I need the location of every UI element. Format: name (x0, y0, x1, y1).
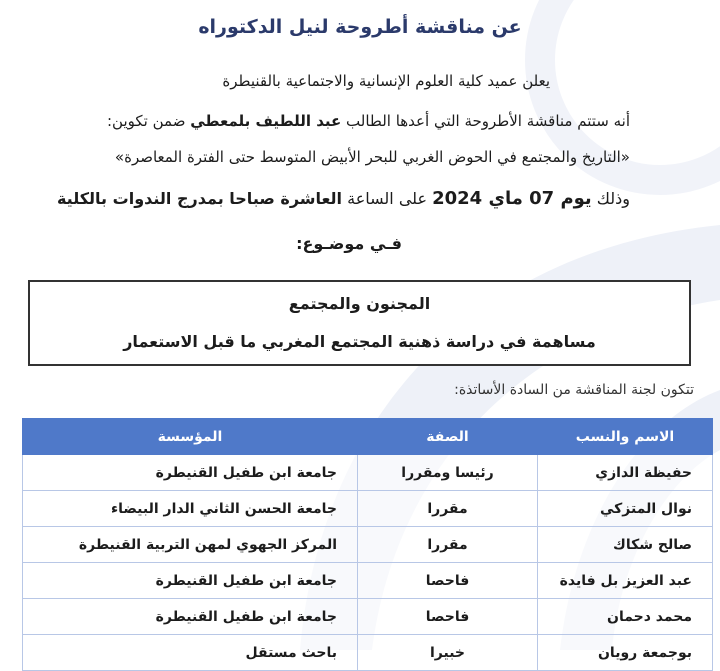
date-prefix: وذلك (591, 189, 630, 208)
table-row (23, 635, 713, 671)
member-institution: جامعة ابن طفيل القنيطرة (23, 599, 358, 635)
defense-date: يوم 07 ماي 2024 (432, 188, 592, 209)
date-middle: على الساعة (342, 189, 433, 208)
member-role: فاحصا (358, 563, 538, 599)
table-row (23, 455, 713, 491)
header-name: الاسم والنسب (538, 419, 713, 455)
member-role: فاحصا (358, 599, 538, 635)
member-name: بوجمعة رويان (538, 635, 713, 671)
thesis-title: المجنون والمجتمع (288, 294, 431, 313)
member-name: عبد العزيز بل فايدة (538, 563, 713, 599)
defense-statement (20, 112, 630, 130)
member-role: خبيرا (358, 635, 538, 671)
member-institution: باحث مستقل (23, 635, 358, 671)
member-name: صالح شكاك (538, 527, 713, 563)
program-name: «التاريخ والمجتمع في الحوض الغربي للبحر الأبيض المتوسط حتى الفترة المعاصرة» (114, 148, 630, 166)
table-row (23, 491, 713, 527)
table-header-row (23, 419, 713, 455)
member-name: نوال المتزكي (538, 491, 713, 527)
member-institution: جامعة ابن طفيل القنيطرة (23, 455, 358, 491)
member-institution: جامعة ابن طفيل القنيطرة (23, 563, 358, 599)
dean-announcement: يعلن عميد كلية العلوم الإنسانية والاجتماعية بالقنيطرة (222, 72, 550, 90)
defense-time-place: العاشرة صباحا بمدرج الندوات بالكلية (56, 189, 343, 208)
subject-label: فـي موضـوع: (296, 234, 402, 253)
member-role: مقررا (358, 527, 538, 563)
committee-intro: تتكون لجنة المناقشة من السادة الأساتذة: (454, 382, 694, 398)
thesis-subtitle: مساهمة في دراسة ذهنية المجتمع المغربي ما قبل الاستعمار (123, 332, 596, 351)
header-role: الصفة (358, 419, 538, 455)
header-institution: المؤسسة (23, 419, 358, 455)
committee-table (22, 418, 713, 671)
thesis-title-box (28, 280, 691, 366)
member-role: مقررا (358, 491, 538, 527)
table-row (23, 527, 713, 563)
member-name: محمد دحمان (538, 599, 713, 635)
member-role: رئيسا ومقررا (358, 455, 538, 491)
date-line (20, 188, 630, 209)
table-row (23, 563, 713, 599)
table-row (23, 599, 713, 635)
member-name: حفيظة الدازي (538, 455, 713, 491)
page-title: عن مناقشة أطروحة لنيل الدكتوراه (198, 16, 522, 38)
member-institution: جامعة الحسن الثاني الدار البيضاء (23, 491, 358, 527)
student-name: عبد اللطيف بلمعطي (190, 112, 342, 130)
member-institution: المركز الجهوي لمهن التربية القنيطرة (23, 527, 358, 563)
statement-prefix: أنه ستتم مناقشة الأطروحة التي أعدها الطالب (341, 112, 630, 130)
statement-suffix: ضمن تكوين: (106, 112, 191, 130)
